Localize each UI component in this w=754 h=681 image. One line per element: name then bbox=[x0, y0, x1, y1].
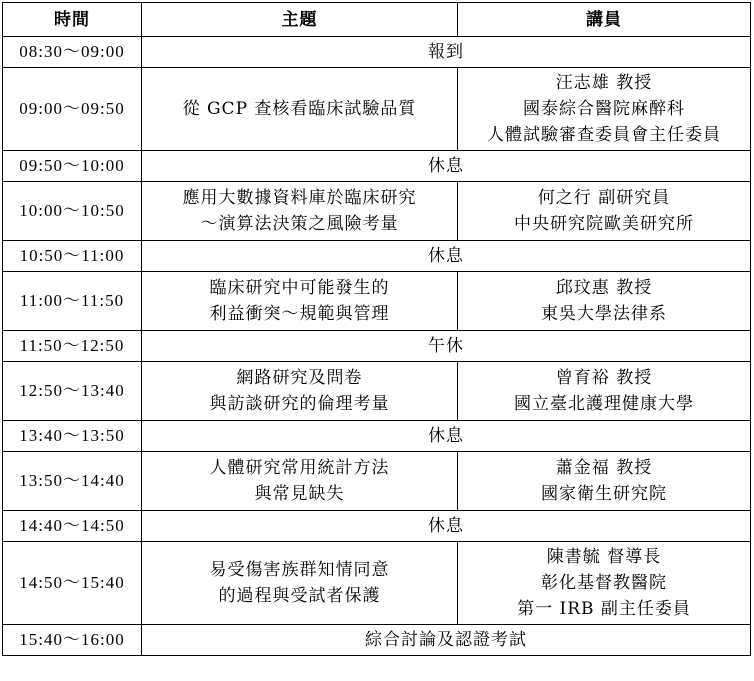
agenda-row bbox=[3, 241, 751, 272]
speaker-cell bbox=[458, 68, 751, 151]
topic-cell bbox=[142, 362, 458, 421]
topic-line: 臨床研究中可能發生的 bbox=[209, 278, 390, 298]
time-cell: 14:50～15:40 bbox=[3, 542, 142, 625]
session-note: 休息 bbox=[142, 151, 751, 182]
speaker-name: 曾育裕 教授 bbox=[555, 368, 653, 388]
speaker-name: 蕭金福 教授 bbox=[555, 458, 653, 478]
time-cell: 09:50～10:00 bbox=[3, 151, 142, 182]
agenda-row bbox=[3, 362, 751, 421]
time-cell: 11:00～11:50 bbox=[3, 272, 142, 331]
topic-cell bbox=[142, 452, 458, 511]
session-note: 休息 bbox=[142, 511, 751, 542]
topic-line: 應用大數據資料庫於臨床研究 bbox=[182, 188, 417, 208]
speaker-cell bbox=[458, 452, 751, 511]
topic-line: 人體研究常用統計方法 bbox=[209, 458, 390, 478]
topic-line: 網路研究及問卷 bbox=[236, 368, 363, 388]
session-note: 休息 bbox=[142, 241, 751, 272]
topic-line: 易受傷害族群知情同意 bbox=[209, 560, 390, 580]
topic-cell bbox=[142, 182, 458, 241]
speaker-affiliation: 彰化基督教醫院 bbox=[541, 573, 667, 593]
agenda-row bbox=[3, 151, 751, 182]
speaker-name: 陳書毓 督導長 bbox=[546, 547, 662, 567]
speaker-affiliation: 東吳大學法律系 bbox=[541, 304, 667, 324]
agenda-row bbox=[3, 182, 751, 241]
time-cell: 12:50～13:40 bbox=[3, 362, 142, 421]
speaker-affiliation: 國家衛生研究院 bbox=[541, 484, 667, 504]
agenda-row bbox=[3, 511, 751, 542]
speaker-role: 人體試驗審查委員會主任委員 bbox=[487, 125, 721, 145]
topic-line: 利益衝突～規範與管理 bbox=[209, 304, 390, 324]
speaker-name: 邱玟惠 教授 bbox=[555, 278, 653, 298]
topic-cell bbox=[142, 542, 458, 625]
agenda-row bbox=[3, 37, 751, 68]
time-cell: 10:50～11:00 bbox=[3, 241, 142, 272]
speaker-affiliation: 中央研究院歐美研究所 bbox=[514, 214, 694, 234]
time-cell: 13:50～14:40 bbox=[3, 452, 142, 511]
agenda-row bbox=[3, 625, 751, 656]
topic-line: 與常見缺失 bbox=[254, 484, 345, 504]
time-cell: 11:50～12:50 bbox=[3, 331, 142, 362]
speaker-cell bbox=[458, 362, 751, 421]
time-cell: 14:40～14:50 bbox=[3, 511, 142, 542]
speaker-name: 汪志雄 教授 bbox=[555, 73, 653, 93]
topic-cell bbox=[142, 272, 458, 331]
time-cell: 10:00～10:50 bbox=[3, 182, 142, 241]
speaker-cell bbox=[458, 272, 751, 331]
agenda-row bbox=[3, 421, 751, 452]
time-cell: 13:40～13:50 bbox=[3, 421, 142, 452]
time-cell: 15:40～16:00 bbox=[3, 625, 142, 656]
topic-line: 從 GCP 查核看臨床試驗品質 bbox=[182, 99, 417, 119]
header-topic: 主題 bbox=[142, 3, 458, 37]
agenda-row bbox=[3, 452, 751, 511]
session-note: 休息 bbox=[142, 421, 751, 452]
agenda-row bbox=[3, 272, 751, 331]
agenda-row bbox=[3, 68, 751, 151]
agenda-table bbox=[2, 2, 751, 656]
time-cell: 08:30～09:00 bbox=[3, 37, 142, 68]
speaker-cell bbox=[458, 182, 751, 241]
topic-line: 的過程與受試者保護 bbox=[218, 586, 381, 606]
header-time: 時間 bbox=[3, 3, 142, 37]
session-note: 報到 bbox=[142, 37, 751, 68]
agenda-row bbox=[3, 331, 751, 362]
speaker-name: 何之行 副研究員 bbox=[537, 188, 671, 208]
speaker-cell bbox=[458, 542, 751, 625]
speaker-affiliation: 國立臺北護理健康大學 bbox=[514, 394, 694, 414]
topic-cell bbox=[142, 68, 458, 151]
topic-line: 與訪談研究的倫理考量 bbox=[209, 394, 390, 414]
topic-line: ～演算法決策之風險考量 bbox=[200, 214, 399, 234]
header-speaker: 講員 bbox=[458, 3, 751, 37]
session-note: 午休 bbox=[142, 331, 751, 362]
session-note: 綜合討論及認證考試 bbox=[142, 625, 751, 656]
header-row bbox=[3, 3, 751, 37]
speaker-role: 第一 IRB 副主任委員 bbox=[517, 599, 691, 619]
agenda-row bbox=[3, 542, 751, 625]
speaker-affiliation: 國泰綜合醫院麻醉科 bbox=[523, 99, 685, 119]
time-cell: 09:00～09:50 bbox=[3, 68, 142, 151]
